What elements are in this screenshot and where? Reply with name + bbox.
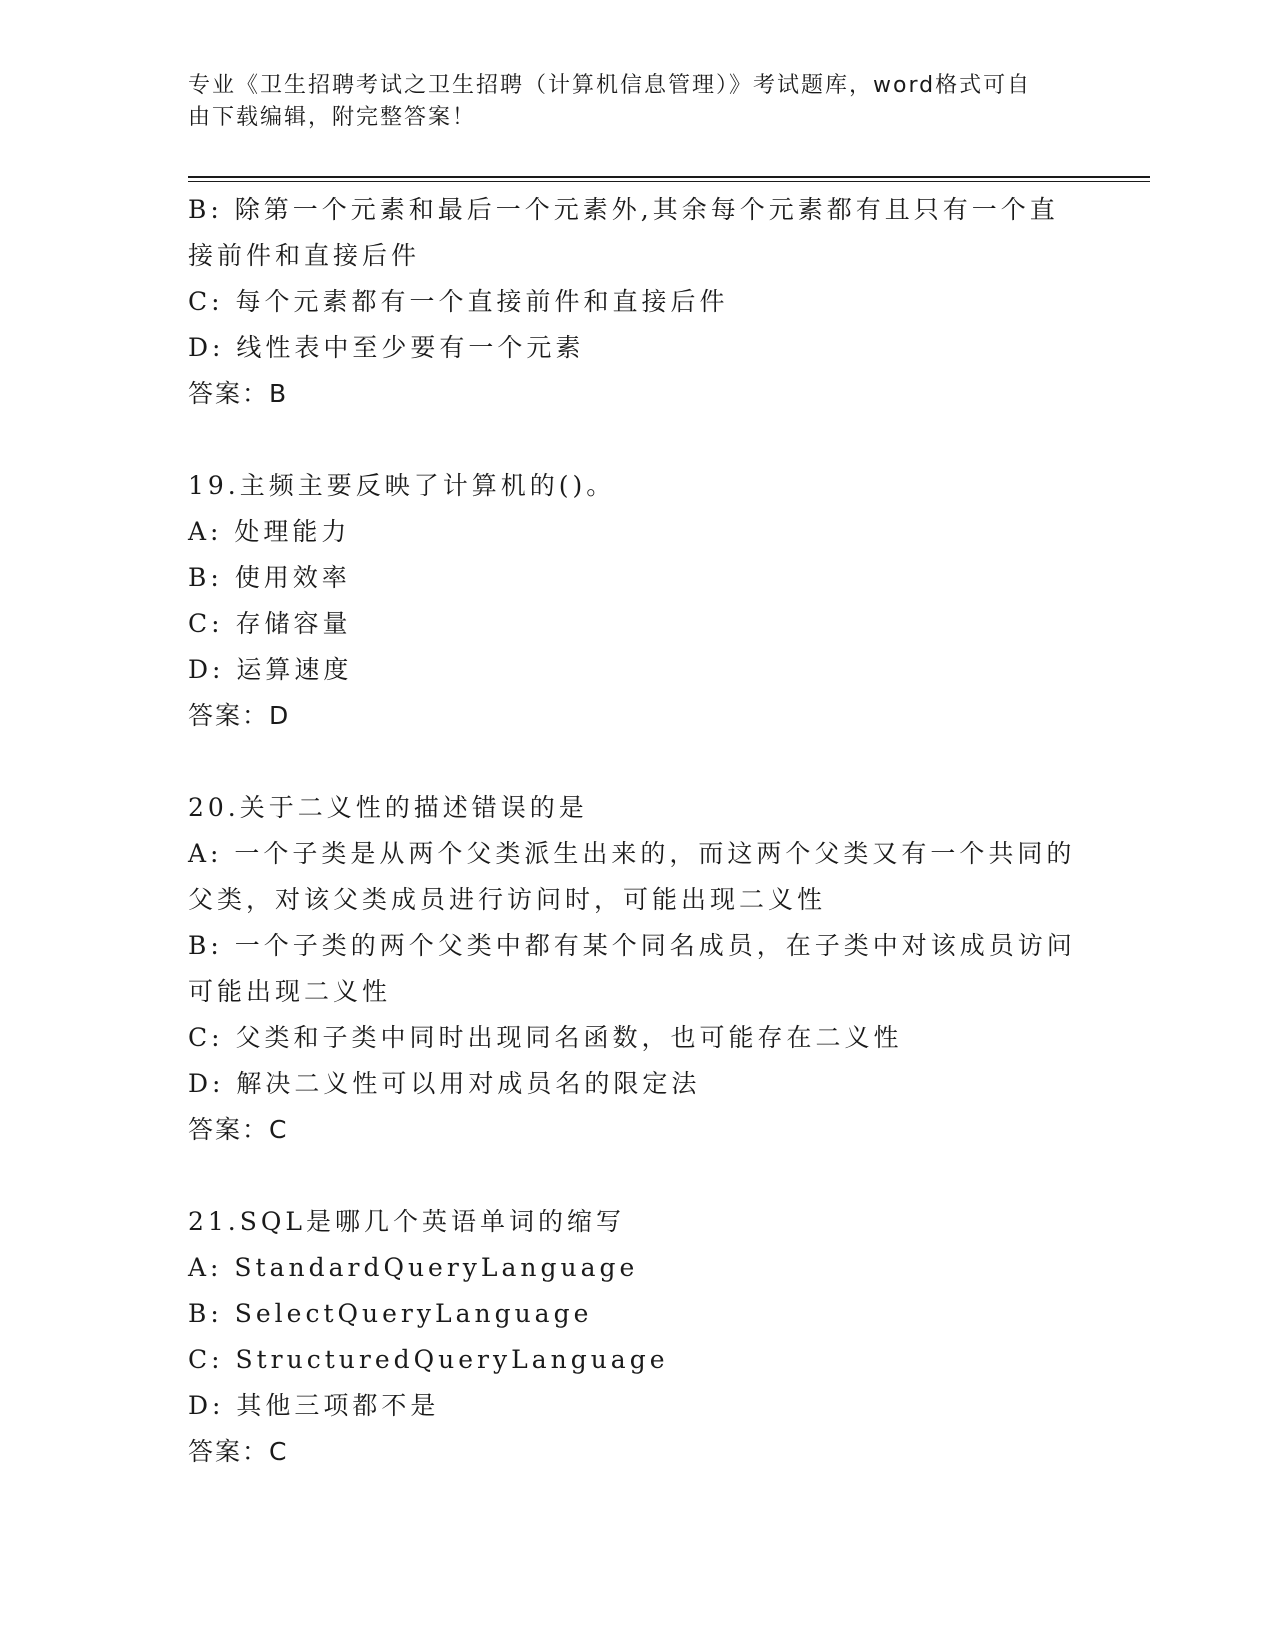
q20-question: 20.关于二义性的描述错误的是 (188, 793, 588, 822)
q19-option-c: C: 存储容量 (188, 609, 352, 638)
header-divider-thin (188, 181, 1150, 182)
question-21 (188, 1199, 1088, 1475)
q21-answer: 答案：C (188, 1437, 289, 1466)
question-list (188, 187, 1088, 1475)
header-divider-thick (188, 176, 1150, 178)
q18-option-c: C: 每个元素都有一个直接前件和直接后件 (188, 287, 729, 316)
q18-option-b-line-1: B: 除第一个元素和最后一个元素外,其余每个元素都有且只有一个直 (188, 195, 1059, 224)
q19-option-d: D: 运算速度 (188, 655, 353, 684)
q21-option-a: A: StandardQueryLanguage (188, 1253, 639, 1282)
q20-option-c: C: 父类和子类中同时出现同名函数，也可能存在二义性 (188, 1023, 903, 1052)
q20-option-b-line-1: B: 一个子类的两个父类中都有某个同名成员，在子类中对该成员访问 (188, 931, 1076, 960)
q21-option-c: C: StructuredQueryLanguage (188, 1345, 669, 1374)
question-20 (188, 785, 1088, 1153)
q18-option-b-line-2: 接前件和直接后件 (188, 241, 421, 270)
q21-option-b: B: SelectQueryLanguage (188, 1299, 593, 1328)
q19-option-b: B: 使用效率 (188, 563, 351, 592)
q19-question: 19.主频主要反映了计算机的()。 (188, 471, 616, 500)
spacer (188, 417, 1088, 463)
spacer (188, 1153, 1088, 1199)
header-line-2: 由下载编辑，附完整答案！ (188, 105, 477, 130)
spacer (188, 739, 1088, 785)
q19-option-a: A: 处理能力 (188, 517, 351, 546)
question-19 (188, 463, 1088, 739)
q20-option-b-line-2: 可能出现二义性 (188, 977, 392, 1006)
document-header (188, 70, 1088, 134)
q20-option-d: D: 解决二义性可以用对成员名的限定法 (188, 1069, 701, 1098)
q21-question: 21.SQL是哪几个英语单词的缩写 (188, 1207, 625, 1236)
question-18 (188, 187, 1088, 417)
q18-answer: 答案：B (188, 379, 289, 408)
q19-answer: 答案：D (188, 701, 291, 730)
q18-option-d: D: 线性表中至少要有一个元素 (188, 333, 585, 362)
header-line-1: 专业《卫生招聘考试之卫生招聘（计算机信息管理）》考试题库，word格式可自 (188, 73, 1032, 98)
q20-option-a-line-2: 父类，对该父类成员进行访问时，可能出现二义性 (188, 885, 827, 914)
q20-answer: 答案：C (188, 1115, 289, 1144)
q20-option-a-line-1: A: 一个子类是从两个父类派生出来的，而这两个父类又有一个共同的 (188, 839, 1076, 868)
q21-option-d: D: 其他三项都不是 (188, 1391, 440, 1420)
